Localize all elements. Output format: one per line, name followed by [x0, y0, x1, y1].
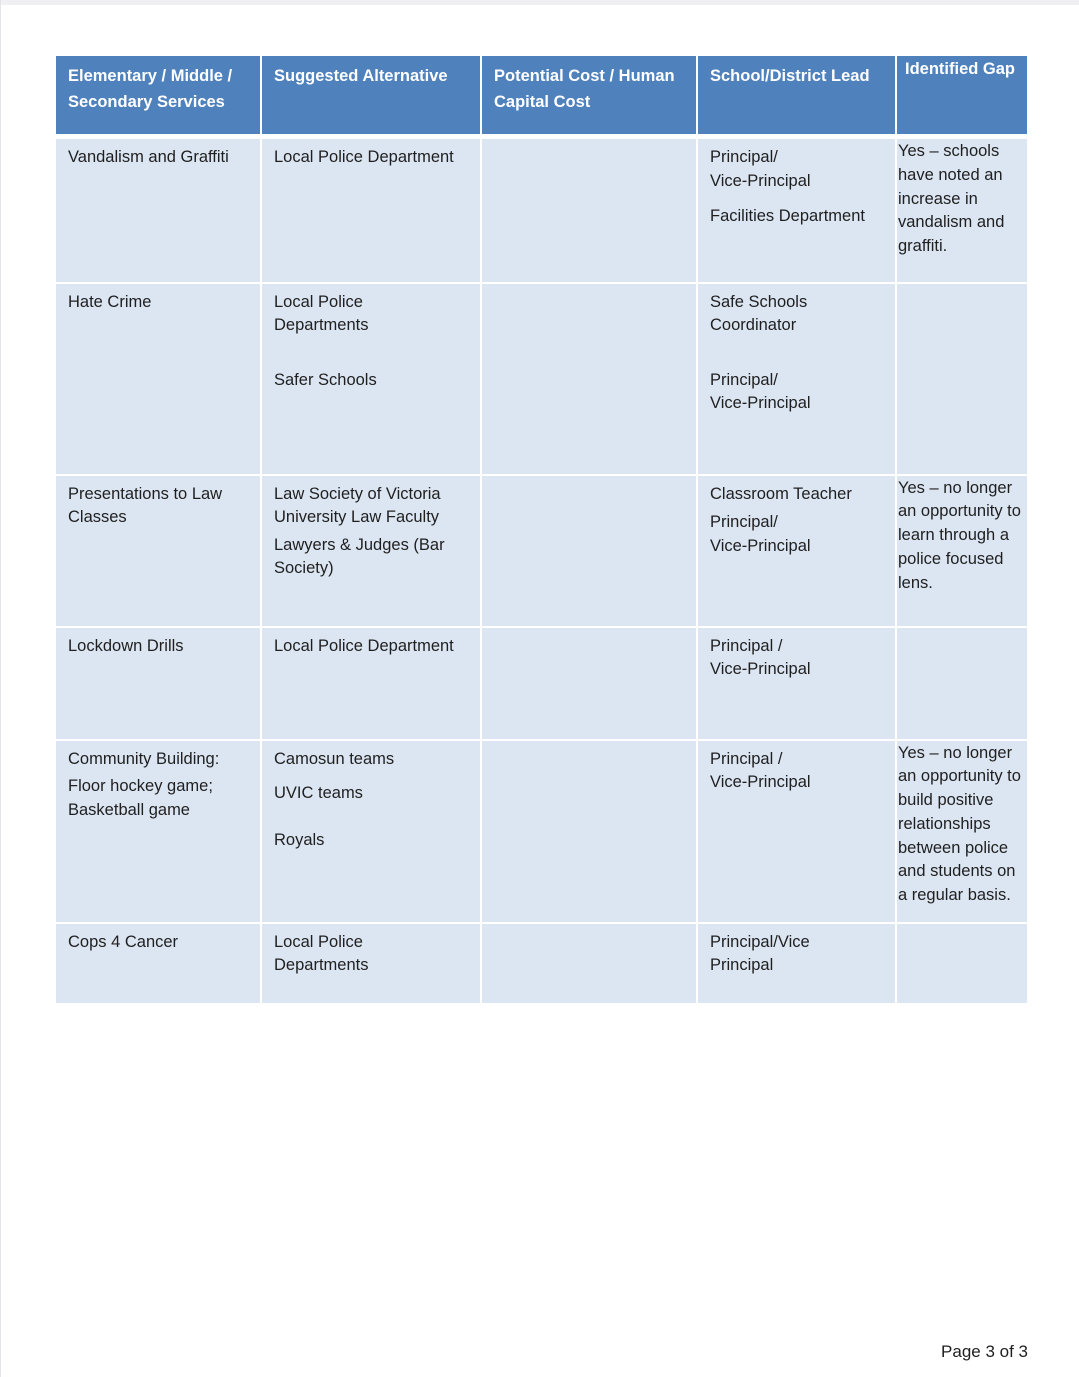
alternative-cell: Local Police Department — [261, 627, 481, 740]
cost-cell — [481, 475, 697, 627]
page-left-edge — [0, 0, 1, 1377]
cost-cell — [481, 137, 697, 283]
lead-cell: Principal/Vice Principal — [697, 923, 896, 1003]
services-table — [56, 56, 1027, 1003]
table-header-row — [56, 56, 1027, 137]
alternative-cell: Local Police Departments — [261, 923, 481, 1003]
gap-cell: Yes – no longer an opportunity to build positive relationships between police and students on a regular basis. — [896, 740, 1027, 923]
alternative-cell: Local Police Departments Safer Schools — [261, 283, 481, 475]
alternative-cell: Local Police Department — [261, 137, 481, 283]
gap-cell — [896, 627, 1027, 740]
table-row — [56, 283, 1027, 475]
page-number: Page 3 of 3 — [941, 1342, 1028, 1361]
lead-cell: Principal / Vice-Principal — [697, 627, 896, 740]
header-potential-cost: Potential Cost / Human Capital Cost — [481, 56, 697, 137]
service-cell: Vandalism and Graffiti — [56, 137, 261, 283]
table-row — [56, 475, 1027, 627]
service-cell: Hate Crime — [56, 283, 261, 475]
gap-cell — [896, 283, 1027, 475]
service-cell: Lockdown Drills — [56, 627, 261, 740]
lead-cell: Classroom Teacher Principal/ Vice-Principal — [697, 475, 896, 627]
alternative-cell: Camosun teams UVIC teams Royals — [261, 740, 481, 923]
lead-cell: Safe Schools Coordinator Principal/ Vice-Principal — [697, 283, 896, 475]
header-suggested-alternative: Suggested Alternative — [261, 56, 481, 137]
service-cell: Presentations to Law Classes — [56, 475, 261, 627]
table-row — [56, 740, 1027, 923]
cost-cell — [481, 740, 697, 923]
gap-cell: Yes – no longer an opportunity to learn through a police focused lens. — [896, 475, 1027, 627]
gap-cell: Yes – schools have noted an increase in vandalism and graffiti. — [896, 137, 1027, 283]
table-row — [56, 627, 1027, 740]
lead-cell: Principal/ Vice-Principal Facilities Department — [697, 137, 896, 283]
page-top-edge — [0, 0, 1079, 5]
alternative-cell: Law Society of Victoria University Law Faculty Lawyers & Judges (Bar Society) — [261, 475, 481, 627]
service-cell: Cops 4 Cancer — [56, 923, 261, 1003]
table-row — [56, 923, 1027, 1003]
header-identified-gap: Identified Gap — [896, 56, 1027, 137]
service-cell: Community Building: Floor hockey game; Basketball game — [56, 740, 261, 923]
gap-cell — [896, 923, 1027, 1003]
table-row — [56, 137, 1027, 283]
lead-cell: Principal / Vice-Principal — [697, 740, 896, 923]
header-services: Elementary / Middle / Secondary Services — [56, 56, 261, 137]
cost-cell — [481, 923, 697, 1003]
cost-cell — [481, 283, 697, 475]
cost-cell — [481, 627, 697, 740]
header-school-district-lead: School/District Lead — [697, 56, 896, 137]
